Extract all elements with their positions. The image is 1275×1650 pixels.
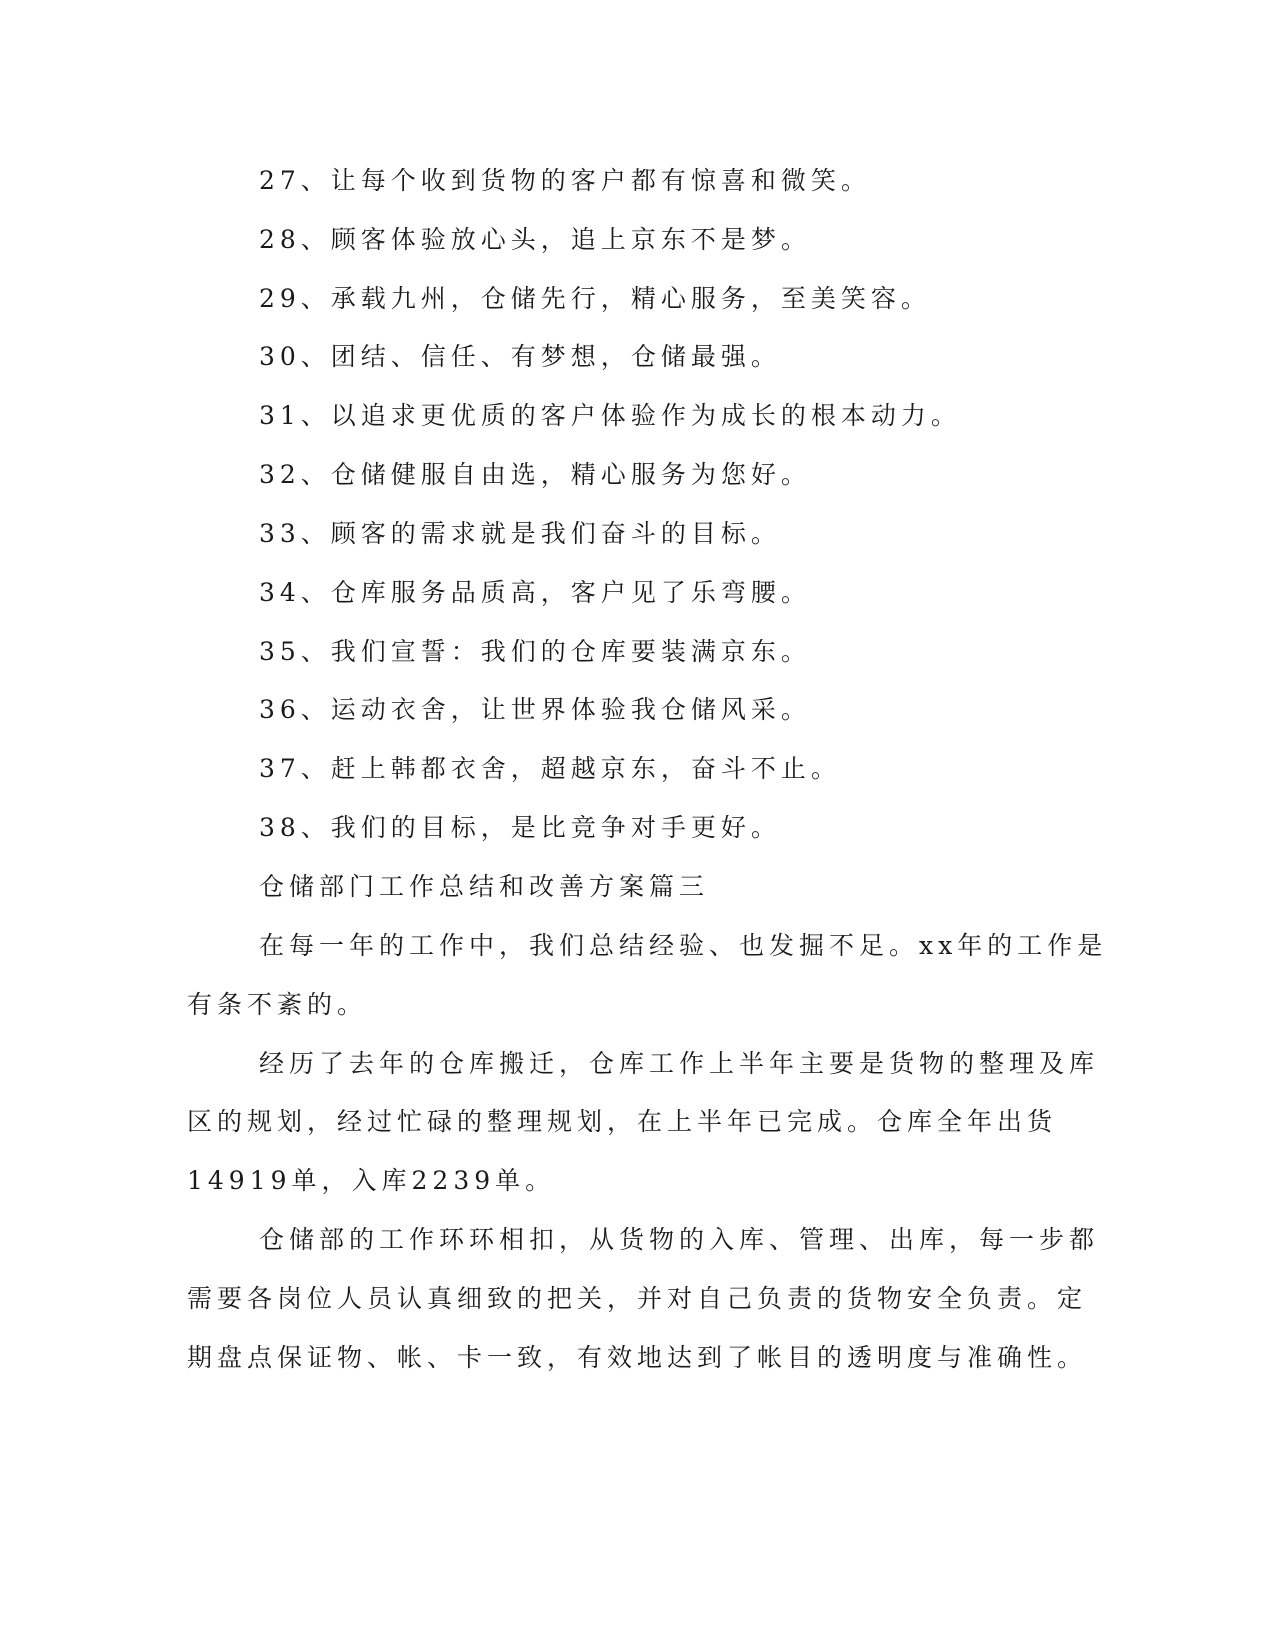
paragraph-line: 期盘点保证物、帐、卡一致，有效地达到了帐目的透明度与准确性。 [187,1343,1088,1372]
paragraph-line: 区的规划，经过忙碌的整理规划，在上半年已完成。仓库全年出货 [187,1107,1058,1136]
section-title: 仓储部门工作总结和改善方案篇三 [259,872,710,901]
slogan-item: 38、我们的目标，是比竞争对手更好。 [259,813,781,842]
slogan-item: 35、我们宣誓：我们的仓库要装满京东。 [259,637,811,666]
paragraph-line: 14919单，入库2239单。 [187,1166,556,1195]
paragraph-line: 需要各岗位人员认真细致的把关，并对自己负责的货物安全负责。定 [187,1284,1088,1313]
slogan-item: 28、顾客体验放心头，追上京东不是梦。 [259,225,811,254]
slogan-item: 29、承载九州，仓储先行，精心服务，至美笑容。 [259,284,931,313]
paragraph-line: 经历了去年的仓库搬迁，仓库工作上半年主要是货物的整理及库 [259,1049,1100,1078]
paragraph-line: 仓储部的工作环环相扣，从货物的入库、管理、出库，每一步都 [259,1225,1100,1254]
slogan-item: 27、让每个收到货物的客户都有惊喜和微笑。 [259,166,871,195]
slogan-item: 34、仓库服务品质高，客户见了乐弯腰。 [259,578,811,607]
slogan-item: 36、运动衣舍，让世界体验我仓储风采。 [259,695,811,724]
paragraph-line: 在每一年的工作中，我们总结经验、也发掘不足。xx年的工作是 [259,931,1108,960]
slogan-item: 37、赶上韩都衣舍，超越京东，奋斗不止。 [259,754,841,783]
slogan-item: 30、团结、信任、有梦想，仓储最强。 [259,342,781,371]
slogan-item: 32、仓储健服自由选，精心服务为您好。 [259,460,811,489]
slogan-item: 33、顾客的需求就是我们奋斗的目标。 [259,519,781,548]
paragraph-line: 有条不紊的。 [187,990,368,1019]
slogan-item: 31、以追求更优质的客户体验作为成长的根本动力。 [259,401,961,430]
